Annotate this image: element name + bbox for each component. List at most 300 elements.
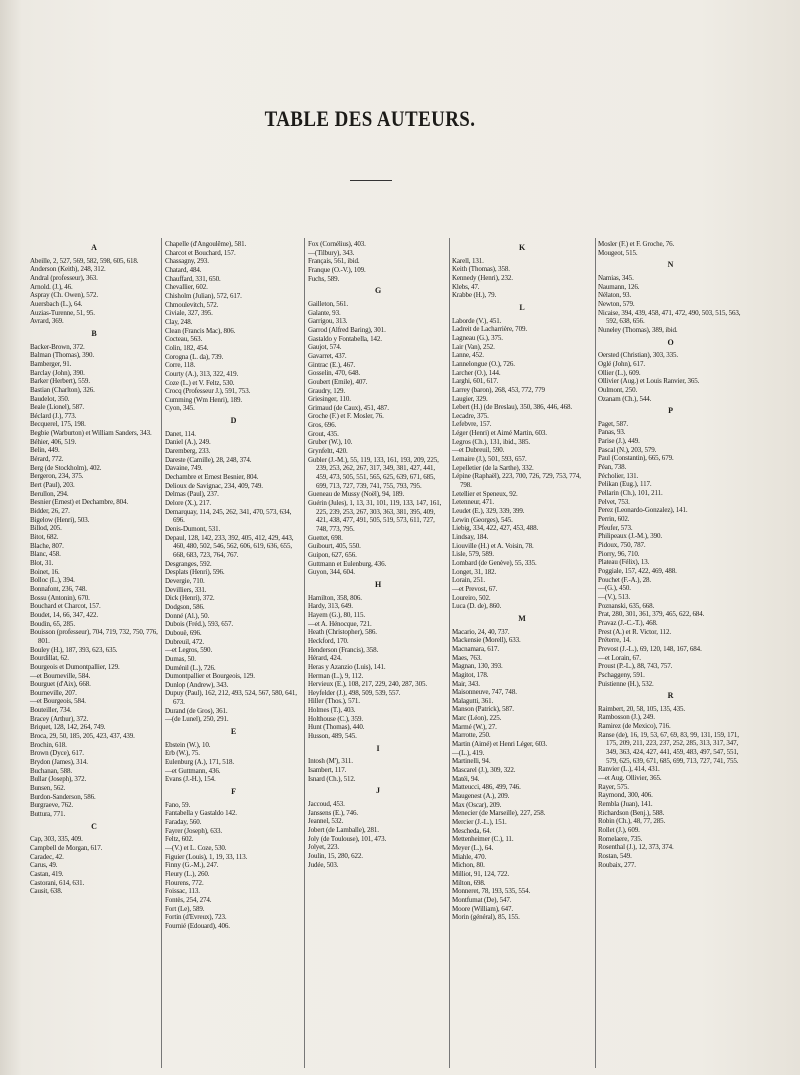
index-entry: Hamilton, 358, 806. [308,593,362,602]
index-entry: Boudin, 65, 285. [30,619,75,628]
index-entry: Fano, 59. [165,800,191,809]
index-entry: Gavarret, 437. [308,351,347,360]
index-entry: Pravaz (J.-C.-T.), 468. [598,618,658,627]
index-entry: Pellarin (Ch.), 101, 211. [598,489,663,498]
index-entry: Berullon, 294. [30,489,69,498]
index-entry: Cumming (Wm Henri), 189. [165,395,243,404]
index-entry: Crocq (Professeur J.), 591, 753. [165,387,251,396]
index-entry: Krabbe (H.), 79. [452,291,497,300]
index-column-3 [308,240,448,869]
index-entry: Chauffard, 331, 650. [165,274,221,283]
index-entry: Maes, 763. [452,653,482,662]
index-entry: Evans (J.-H.), 154. [165,775,216,784]
index-entry: Loureiro, 502. [452,593,491,602]
index-entry: Lebert (H.) (de Breslau), 350, 386, 446, 468. [452,403,572,412]
index-entry: Chapelle (d'Angoulême), 581. [165,240,247,248]
index-entry: Rembla (Juan), 141. [598,800,653,809]
index-entry: Colin, 182, 454. [165,343,209,352]
index-entry: Luca (D. de), 860. [452,602,502,611]
index-entry: Griesinger, 110. [308,395,351,404]
index-entry: Morin (général), 85, 155. [452,913,520,922]
index-entry: Ollivier (Aug.) et Louis Ranvier, 365. [598,377,700,386]
index-entry: Péan, 738. [598,463,627,472]
index-entry: Bamberger, 91. [30,359,72,368]
index-entry: Guipon, 627, 656. [308,550,357,559]
index-entry: Demarquay, 114, 245, 262, 341, 470, 573, 634, 696. [165,507,292,525]
index-entry: Corre, 118. [165,361,196,370]
index-entry: Herman (L.), 9, 112. [308,671,364,680]
index-entry: Lemaire (J.), 501, 593, 657. [452,455,527,464]
index-entry: Heckford, 170. [308,636,349,645]
index-entry: Davaine, 749. [165,464,203,473]
index-entry: —(Tilbury), 343. [308,248,355,257]
index-entry: Raimbert, 20, 58, 105, 135, 435. [598,704,685,713]
index-entry: —et Bourgeois, 584. [30,697,86,706]
index-entry: Heath (Christopher), 586. [308,628,377,637]
index-entry: Besnier (Ernest) et Dechambre, 804. [30,498,129,507]
index-entry: Prest (A.) et R. Victor, 112. [598,627,672,636]
index-entry: Durand (de Gros), 361. [165,706,228,715]
index-entry: Belin, 449. [30,446,60,455]
index-entry: Bouley (H.), 187, 393, 623, 635. [30,645,118,654]
index-entry: Plateau (Félix), 13. [598,558,650,567]
section-letter: G [374,286,382,296]
index-entry: Castorani, 614, 631. [30,878,85,887]
index-entry: Lépine (Raphaël), 223, 700, 726, 729, 753, 774, 798. [452,472,581,490]
index-entry: Rostan, 549. [598,851,632,860]
index-entry: Prevost (J.-L.), 69, 120, 148, 167, 684. [598,644,702,653]
index-entry: Desgranges, 592. [165,559,212,568]
index-entry: Ladreit de Lacharrière, 709. [452,325,527,334]
index-entry: Nélaton, 93. [598,291,631,300]
index-entry: Cap, 303, 335, 409. [30,835,83,844]
index-entry: Monneret, 78, 193, 535, 554. [452,887,531,896]
index-entry: Bourneville, 207. [30,688,77,697]
index-entry: Pécholier, 131. [598,471,639,480]
index-entry: Romelaere, 735. [598,834,643,843]
index-entry: Poggiale, 157, 422, 469, 488. [598,566,677,575]
section-letter: J [376,786,380,796]
index-entry: Faraday, 560. [165,818,202,826]
index-entry: Bouteiller, 734. [30,706,72,715]
index-entry: Oersted (Christian), 303, 335. [598,351,678,360]
index-entry: Groche (F.) et F. Mosler, 76. [308,412,384,421]
index-entry: Charcot et Bouchard, 157. [165,248,236,257]
index-entry: Burdon-Sanderson, 586. [30,792,96,801]
index-entry: Larghi, 601, 617. [452,377,499,386]
index-entry: Pascal (N.), 203, 579. [598,445,657,454]
index-entry: Baudelot, 350. [30,394,70,403]
index-entry: Marrotte, 250. [452,731,491,740]
index-entry: Milton, 698. [452,878,486,887]
index-entry: Gros, 696. [308,421,337,430]
index-entry: Husson, 489, 545. [308,732,357,741]
index-entry: Dubois (Fréd.), 593, 657. [165,620,233,629]
index-column-5 [598,240,743,869]
index-entry: Lewin (Georges), 545. [452,515,513,524]
index-entry: Dubouë, 696. [165,628,202,637]
index-entry: Galante, 93. [308,308,341,317]
index-entry: Fantabella y Gastaldo 142. [165,809,237,818]
index-entry: —et Dubreuil, 590. [452,446,505,455]
index-entry: Dodgson, 586. [165,602,205,611]
index-entry: Naumann, 126. [598,282,640,291]
index-entry: Ozanam (Ch.), 544. [598,394,652,403]
index-entry: Eulenburg (A.), 171, 518. [165,758,234,767]
index-entry: Fleury (L.), 260. [165,869,210,878]
index-entry: Paget, 587. [598,419,628,428]
index-entry: Lisle, 579, 589. [452,550,494,559]
index-entry: Marc (Léon), 225. [452,714,502,723]
index-entry: Béclard (J.), 773. [30,411,77,420]
index-entry: Delioux de Savignac, 234, 409, 749. [165,481,263,490]
index-entry: Joulin, 15, 280, 622. [308,851,363,860]
index-entry: Civiale, 327, 395. [165,309,213,318]
index-entry: Boudet, 14, 66, 347, 422. [30,610,98,619]
index-entry: Richardson (Benj.), 588. [598,808,665,817]
index-entry: Pouchet (F.-A.), 28. [598,575,652,584]
index-entry: Delmas (Paul), 237. [165,490,219,499]
index-entry: Malagutti, 361. [452,696,494,705]
index-entry: —et Bourneville, 584. [30,671,91,680]
index-column-4 [452,240,592,922]
index-entry: Dumontpallier et Bourgeois, 129. [165,672,255,681]
index-entry: Campbell de Morgan, 617. [30,843,103,852]
index-entry: Pidoux, 750, 787. [598,541,646,549]
index-entry: Boinet, 16. [30,567,60,576]
index-entry: Feltz, 602. [165,835,194,844]
index-entry: Intosh (M'), 311. [308,757,353,766]
index-entry: Léger (Henri) et Aimé Martin, 603. [452,429,547,438]
index-entry: Isambert, 117. [308,766,347,775]
index-entry: Jaccoud, 453. [308,800,345,809]
index-entry: Letellier et Speneux, 92. [452,489,518,498]
index-entry: Goubert (Emile), 407. [308,377,368,386]
index-entry: Holmes (T.), 403. [308,706,356,715]
index-entry: Bérard, 772. [30,455,64,464]
index-entry: Lepelletier (de la Sarthe), 332. [452,463,534,472]
index-entry: Cocteau, 563. [165,335,203,344]
section-letter: H [374,579,382,589]
index-entry: Letenneur, 471. [452,498,495,507]
index-entry: Fortin (d'Evreux), 723. [165,913,227,922]
index-entry: Janssens (E.), 746. [308,808,359,817]
index-entry: Martinelli, 94. [452,757,491,766]
index-entry: Ramirez (de Mexico), 716. [598,722,671,731]
index-entry: Briquet, 128, 142, 264, 749. [30,723,106,732]
index-entry: Bidder, 26, 27. [30,507,70,516]
index-entry: Hardy, 313, 649. [308,602,353,611]
index-entry: Parise (J.), 449. [598,437,640,446]
index-entry: Dupuy (Paul), 162, 212, 493, 524, 567, 580, 641, 673. [165,689,297,707]
index-entry: Chatard, 484. [165,265,202,274]
index-entry: Français, 561, ibid. [308,257,360,266]
index-entry: Lorain, 251. [452,576,485,585]
index-entry: Guyon, 344, 604. [308,568,355,577]
index-entry: Lanne, 452. [452,351,484,360]
index-entry: Préterre, 14. [598,636,631,645]
index-entry: Dick (Henri), 372. [165,594,215,603]
index-entry: Chevallier, 602. [165,283,208,292]
index-entry: —(G.), 450. [598,584,631,593]
section-letter: P [668,406,673,416]
index-entry: Meyer (L.), 64. [452,843,494,852]
index-entry: Newton, 579. [598,299,635,308]
index-entry: Gintrac (E.), 467. [308,360,356,369]
index-entry: Pelikan (Eug.), 117. [598,480,652,489]
index-entry: Franque (O.-V.), 109. [308,265,366,274]
index-entry: Lindsay, 184. [452,533,489,541]
index-entry: Blanc, 458. [30,550,61,559]
index-entry: Barker (Herbert), 559. [30,377,90,386]
index-entry: Backer-Brown, 372. [30,342,85,351]
index-entry: Auersbach (L.), 64. [30,299,83,308]
index-entry: Lagneau (G.), 375. [452,333,503,342]
index-entry: Max (Oscar), 209. [452,800,502,809]
index-entry: Paul (Constantin), 665, 679. [598,454,674,463]
section-letter: F [231,787,236,797]
index-entry: Corogna (L. da), 739. [165,352,224,361]
index-entry: Moore (William), 647. [452,904,513,913]
index-entry: Guettet, 698. [308,533,343,542]
index-entry: Arnold. (J.), 46. [30,282,73,291]
index-column-2 [165,240,302,931]
index-entry: Poznanski, 635, 668. [598,601,655,610]
index-entry: Guérin (Jules), 1, 13, 31, 101, 119, 133, 147, 161, 225, 239, 253, 267, 303, 363, 381, 395, 409, 421, 438, 477, 491, 505, 519, 573, 611, 727, 748, 773, 795. [308,499,442,533]
column-divider [595,238,596,1068]
index-entry: Bergeron, 234, 375. [30,472,84,481]
index-entry: Bossu (Antonin), 670. [30,593,90,602]
index-entry: Fuchs, 589. [308,274,340,283]
index-entry: Devilliers, 331. [165,585,207,594]
index-entry: Danet, 114. [165,429,196,438]
index-entry: Blot, 31. [30,558,54,567]
index-entry: Keith (Thomas), 358. [452,265,510,274]
index-entry: Martin (Aimé) et Henri Léger, 603. [452,740,547,749]
index-entry: Isnard (Ch.), 512. [308,774,356,783]
index-entry: Pschaggeny, 591. [598,670,645,679]
index-entry: Ollier (L.), 609. [598,368,641,377]
index-entry: Jobert (de Lamballe), 281. [308,826,379,834]
index-entry: Raymond, 300, 406. [598,791,653,800]
index-entry: Karell, 131. [452,256,484,265]
index-entry: Guttmann et Eulenburg, 436. [308,559,387,568]
index-entry: Ranse (de), 16, 19, 53, 67, 69, 83, 99, 131, 159, 171, 175, 209, 211, 223, 237, 252, 285, 313, 317, 347, 349, 363, 424, 427, 441, 459, 483, 497, 547, 551, 579, 625, 639, 671, 685, 699, 713, 727, 741, 755. [598,730,739,765]
index-entry: Denis-Dumont, 531. [165,525,221,533]
index-entry: Leudet (E.), 329, 339, 399. [452,507,525,516]
index-entry: Bitot, 682. [30,533,59,541]
index-entry: Henderson (Francis), 358. [308,645,379,654]
index-entry: Grynfeltt, 420. [308,447,348,456]
index-entry: Rambosson (J.), 249. [598,713,655,722]
section-letter: C [91,821,97,831]
index-entry: Macario, 24, 40, 737. [452,627,510,636]
index-entry: Holthouse (C.), 359. [308,714,363,723]
index-entry: Fayrer (Joseph), 633. [165,826,222,835]
index-entry: Erb (W.), 75. [165,749,200,758]
index-entry: Castan, 419. [30,869,64,878]
section-letter: E [230,727,237,737]
index-entry: Figuier (Louis), 1, 19, 33, 113. [165,852,248,861]
index-entry: Bigelow (Henri), 503. [30,515,90,524]
index-entry: Broca, 29, 50, 185, 205, 423, 437, 439. [30,732,135,741]
index-entry: —et Legros, 590. [165,646,213,655]
index-entry: Buchanan, 588. [30,766,73,775]
index-entry: Blache, 807. [30,541,64,550]
index-entry: Depaul, 128, 142, 233, 392, 405, 412, 429, 443, 460, 480, 502, 546, 562, 606, 619, 636, 655, 668, 683, 723, 764, 767. [165,533,294,559]
index-entry: Matéi, 94. [452,774,480,783]
section-letter: N [667,260,674,270]
index-entry: Burgraeve, 762. [30,801,73,810]
index-entry: —et Aug. Ollivier, 365. [598,774,662,783]
index-entry: Guibourt, 405, 550. [308,542,361,551]
index-entry: —et Guttmann, 436. [165,766,221,775]
section-letter: K [518,243,526,252]
index-entry: Rayer, 575. [598,782,629,791]
index-entry: Lannelongue (O.), 726. [452,359,515,368]
index-column-1 [30,240,158,896]
index-entry: Clean (Francis Mac), 806. [165,326,236,335]
index-entry: Devergie, 710. [165,576,205,585]
index-entry: Bourdillat, 62. [30,654,69,663]
index-entry: Kennedy (Henri), 232. [452,273,513,282]
index-entry: Bracey (Arthur), 372. [30,714,89,723]
index-entry: Bonnafont, 236, 748. [30,584,87,593]
index-entry: Hervieux (E.), 108, 217, 229, 240, 287, 305. [308,680,427,689]
index-entry: Brochin, 618. [30,740,67,749]
index-entry: Courty (A.), 313, 322, 419. [165,369,239,378]
index-entry: Menecier (de Marseille), 227, 258. [452,809,546,818]
index-entry: Fontès, 254, 274. [165,895,212,904]
index-entry: Laugier, 329. [452,394,488,403]
index-entry: Bouchard et Charcot, 157. [30,602,101,611]
index-entry: Begbie (Warburton) et William Sanders, 343. [30,429,152,438]
index-entry: Michon, 80. [452,861,485,870]
index-entry: Larrey (baron), 268, 453, 772, 779 [452,385,545,394]
index-entry: Bourguet (d'Aix), 668. [30,680,91,689]
index-entry: Klebs, 47. [452,282,480,291]
index-entry: Daniel (A.), 249. [165,438,211,447]
index-entry: Gueneau de Mussy (Noël), 94, 189. [308,490,404,499]
index-entry: Hiller (Thos.), 571. [308,697,360,706]
index-entry: Garrigou, 313. [308,317,348,326]
index-entry: Panas, 93. [598,428,626,437]
index-entry: Mair, 343. [452,679,480,688]
index-entry: Bullar (Joseph), 372. [30,775,87,784]
index-entry: Jolyet, 223. [308,843,340,852]
index-entry: Robin (Ch.), 48, 77, 285. [598,817,666,826]
index-entry: Coze (L.) et V. Feltz, 530. [165,378,235,387]
index-entry: Billod, 205. [30,524,62,533]
index-entry: Mascarel (J.), 309, 322. [452,766,516,775]
index-entry: Abeille, 2, 527, 569, 582, 598, 605, 618. [30,256,139,265]
index-entry: Dareste (Camille), 28, 248, 374. [165,455,252,464]
index-entry: Mackensie (Morell), 633. [452,636,521,645]
index-entry: Montfumat (De), 547. [452,895,512,904]
index-entry: Fox (Cornélius), 403. [308,240,366,248]
index-entry: Dunlop (Andrew), 343. [165,680,229,689]
index-entry: Avrard, 369. [30,317,64,326]
index-entry: Mettenheimer (C.), 11. [452,835,514,844]
index-entry: Miahle, 470. [452,852,487,861]
section-letter: O [667,337,674,347]
index-entry: —(L.), 419. [452,748,485,757]
index-entry: Balman (Thomas), 390. [30,351,94,360]
index-entry: Heyfelder (J.), 498, 509, 539, 557. [308,688,401,697]
index-entry: Legros (Ch.), 131, ibid., 385. [452,437,531,446]
index-entry: Mercier (J.-L.), 151. [452,818,507,826]
index-entry: Dechambre et Ernest Besnier, 804. [165,473,259,482]
index-entry: Donné (Al.), 50. [165,611,210,620]
index-entry: Grimaud (de Caux), 451, 487. [308,403,389,412]
index-entry: Foissac, 113. [165,887,200,896]
index-entry: Manson (Patrick), 587. [452,705,514,714]
index-entry: Longet, 31, 182. [452,567,497,576]
index-entry: Lefebvre, 157. [452,420,492,429]
section-letter: I [376,743,380,753]
index-entry: Dumas, 50. [165,654,196,663]
index-entry: Nuneley (Thomas), 389, ibid. [598,325,678,334]
index-entry: Hayem (G.), 80, 115. [308,610,366,619]
index-entry: Magitot, 178. [452,670,489,679]
index-entry: Ebstein (W.), 10. [165,740,211,749]
index-entry: Causit, 638. [30,887,63,896]
title-divider [350,180,392,181]
index-entry: Graudry, 129. [308,386,346,395]
index-entry: Mosler (F.) et F. Groche, 76. [598,240,675,248]
index-entry: Philipeaux (J.-M.), 390. [598,532,663,541]
index-entry: Pelvet, 753. [598,497,630,506]
index-entry: Duménil (L.), 726. [165,663,216,672]
index-entry: —et Prevost, 67. [452,584,498,593]
index-entry: Desplats (Henri), 596. [165,568,225,577]
index-entry: —et Lorain, 67. [598,653,641,662]
section-letter: B [91,328,97,338]
index-entry: Becquerel, 175, 198. [30,420,86,429]
index-entry: Beale (Lionel), 587. [30,403,84,412]
index-entry: Hérard, 424. [308,654,342,663]
index-entry: Andral (professeur), 363. [30,273,98,282]
index-entry: Liouville (H.) et A. Voisin, 78. [452,541,534,550]
index-entry: Ranvier (L.), 414, 431. [598,765,660,774]
index-entry: Gruber (W.), 10. [308,438,353,447]
index-entry: Lombard (de Genève), 55, 335. [452,558,537,567]
column-divider [161,238,162,1068]
index-entry: Delore (X.), 217. [165,499,211,508]
index-entry: Grout, 435. [308,429,339,438]
index-entry: Carus, 49. [30,861,58,870]
index-entry: Brydon (James), 314. [30,758,88,767]
index-entry: Macnamara, 617. [452,644,499,653]
index-entry: Buttura, 771. [30,810,66,818]
index-entry: Mescheda, 64. [452,826,492,835]
index-entry: —(V.), 513. [598,592,630,601]
index-entry: Heras y Azanzio (Luis), 141. [308,662,386,671]
index-entry: Liebig, 334, 422, 427, 453, 488. [452,524,539,533]
section-letter: R [667,691,674,701]
index-entry: Piorry, 96, 710. [598,549,640,558]
index-entry: Bert (Paul), 203. [30,481,75,490]
index-entry: Chassagny, 293. [165,257,209,266]
index-entry: Béhier, 406, 519. [30,437,77,446]
index-entry: Dubreuil, 472. [165,637,204,646]
index-entry: Caradec, 42. [30,852,64,861]
index-entry: Finny (G.-M.), 247. [165,861,219,870]
index-entry: Berg (de Stockholm), 402. [30,463,102,472]
index-entry: Puistienne (H.), 532. [598,679,654,688]
index-entry: Aspray (Ch. Owen), 572. [30,291,99,300]
index-entry: Larcher (O.), 144. [452,368,501,377]
